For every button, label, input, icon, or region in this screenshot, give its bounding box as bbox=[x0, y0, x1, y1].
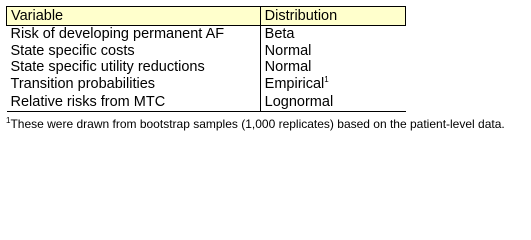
distribution-cell bbox=[260, 43, 405, 60]
table-row bbox=[7, 76, 406, 93]
footnote-text: These were drawn from bootstrap samples (1,000 replicates) based on the patient-level data. bbox=[10, 117, 505, 131]
table-row bbox=[7, 92, 406, 112]
header-distribution: Distribution bbox=[260, 7, 405, 26]
distribution-text: Normal bbox=[264, 59, 312, 76]
variable-cell: State specific utility reductions bbox=[10, 59, 205, 76]
table-header-row bbox=[7, 7, 406, 26]
distribution-cell bbox=[260, 26, 405, 43]
footnote-marker: 1 bbox=[6, 116, 11, 125]
variable-cell: State specific costs bbox=[10, 42, 135, 59]
variable-cell: Transition probabilities bbox=[10, 75, 156, 92]
table-row bbox=[7, 43, 406, 60]
footnote-ref: 1 bbox=[324, 75, 329, 84]
table-row bbox=[7, 59, 406, 76]
distribution-text: Normal bbox=[264, 42, 312, 59]
variable-cell: Risk of developing permanent AF bbox=[10, 26, 225, 43]
table-footnote bbox=[6, 117, 525, 132]
table-row bbox=[7, 26, 406, 43]
distribution-text: Beta bbox=[264, 26, 295, 43]
header-variable: Variable bbox=[7, 7, 261, 26]
variable-cell: Relative risks from MTC bbox=[7, 92, 261, 112]
distribution-cell bbox=[260, 92, 405, 112]
distribution-cell bbox=[260, 76, 405, 93]
distribution-text: Empirical bbox=[264, 75, 325, 92]
distribution-table bbox=[6, 6, 406, 112]
distribution-cell bbox=[260, 59, 405, 76]
distribution-text: Lognormal bbox=[264, 93, 334, 110]
